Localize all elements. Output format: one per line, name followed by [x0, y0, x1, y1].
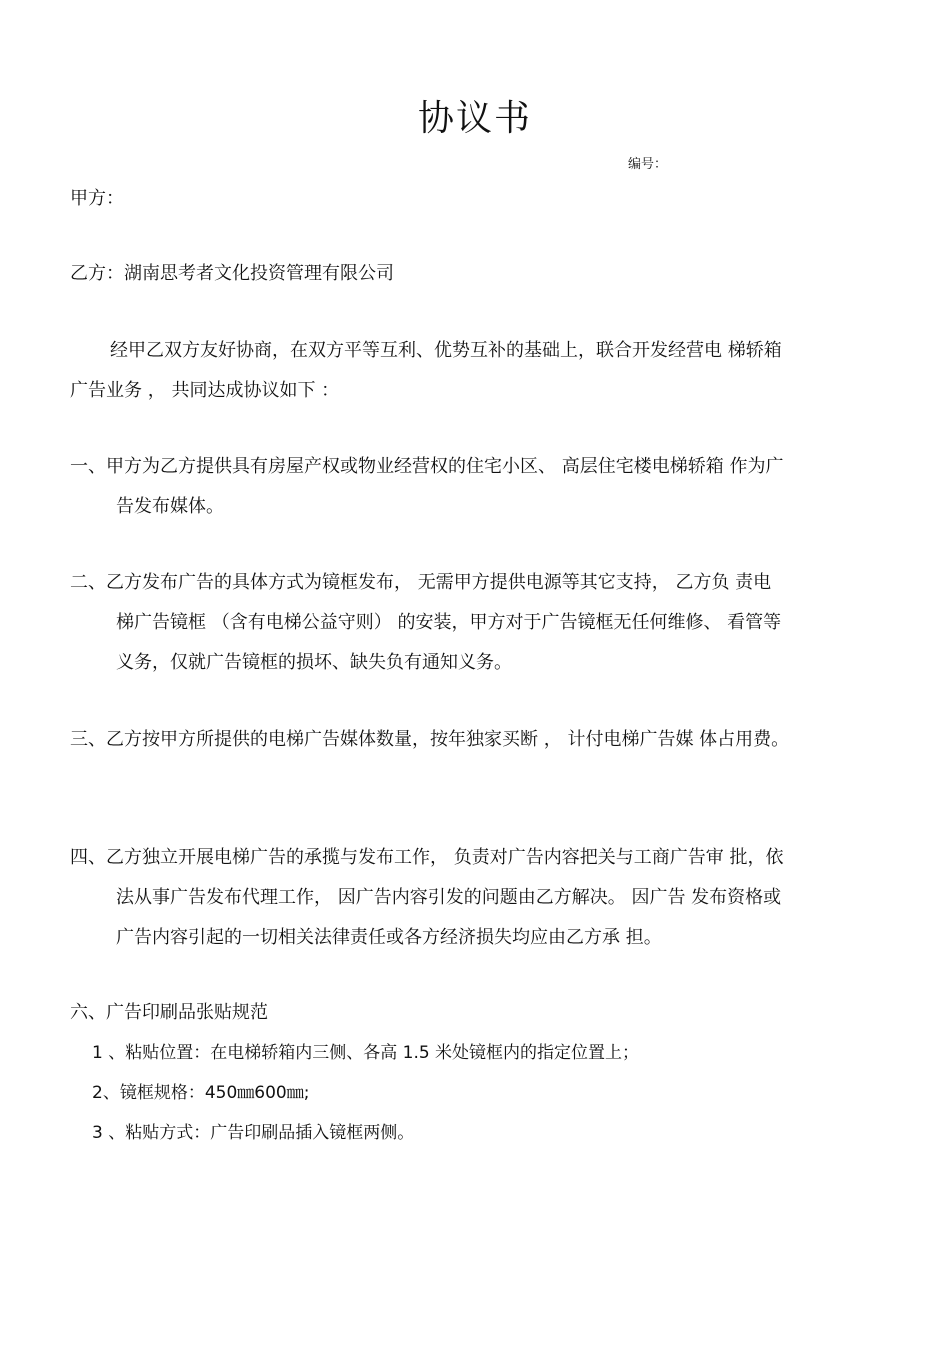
clause-2-line-2: 梯广告镜框 （含有电梯公益守则） 的安装，甲方对于广告镜框无任何维修、 看管等	[116, 612, 782, 633]
clause-3-line-1: 三、乙方按甲方所提供的电梯广告媒体数量，按年独家买断 ， 计付电梯广告媒 体占用费。	[70, 729, 790, 750]
document-title: 协议书	[417, 98, 532, 139]
intro-line-2: 广告业务 ， 共同达成协议如下 ：	[70, 380, 340, 401]
intro-paragraph	[70, 339, 870, 419]
clause-2-line-3: 义务，仅就广告镜框的损坏、缺失负有通知义务。	[116, 652, 512, 673]
clause-4-line-1: 四、乙方独立开展电梯广告的承揽与发布工作， 负责对广告内容把关与工商广告审 批，依	[70, 847, 784, 868]
clause-3	[70, 728, 870, 768]
clause-6-heading: 六、广告印刷品张贴规范	[70, 1002, 268, 1023]
intro-line-1: 经甲乙双方友好协商，在双方平等互利、优势互补的基础上，联合开发经营电 梯轿箱	[110, 340, 782, 361]
clause-4-line-3: 广告内容引起的一切相关法律责任或各方经济损失均应由乙方承 担。	[116, 927, 662, 948]
clause-2	[70, 571, 870, 691]
clause-1-line-2: 告发布媒体。	[116, 496, 224, 517]
clause-6-item-1: 1 、粘贴位置：在电梯轿箱内三侧、各高 1.5 米处镜框内的指定位置上；	[92, 1043, 640, 1063]
clause-4-line-2: 法从事广告发布代理工作， 因广告内容引发的问题由乙方解决。 因广告 发布资格或	[116, 887, 782, 908]
party-a-line: 甲方：	[70, 188, 124, 209]
clause-6-item-3: 3 、粘贴方式：广告印刷品插入镜框两侧。	[92, 1123, 415, 1143]
party-b-line: 乙方：湖南思考者文化投资管理有限公司	[70, 263, 394, 284]
clause-1	[70, 455, 870, 535]
clause-2-line-1: 二、乙方发布广告的具体方式为镜框发布， 无需甲方提供电源等其它支持， 乙方负 责电	[70, 572, 772, 593]
clause-4	[70, 846, 870, 966]
clause-1-line-1: 一、甲方为乙方提供具有房屋产权或物业经营权的住宅小区、 高层住宅楼电梯轿箱 作为广	[70, 456, 784, 477]
document-number-label: 编号：	[628, 157, 668, 172]
clause-6-item-2: 2、镜框规格：450㎜600㎜;	[92, 1083, 310, 1103]
